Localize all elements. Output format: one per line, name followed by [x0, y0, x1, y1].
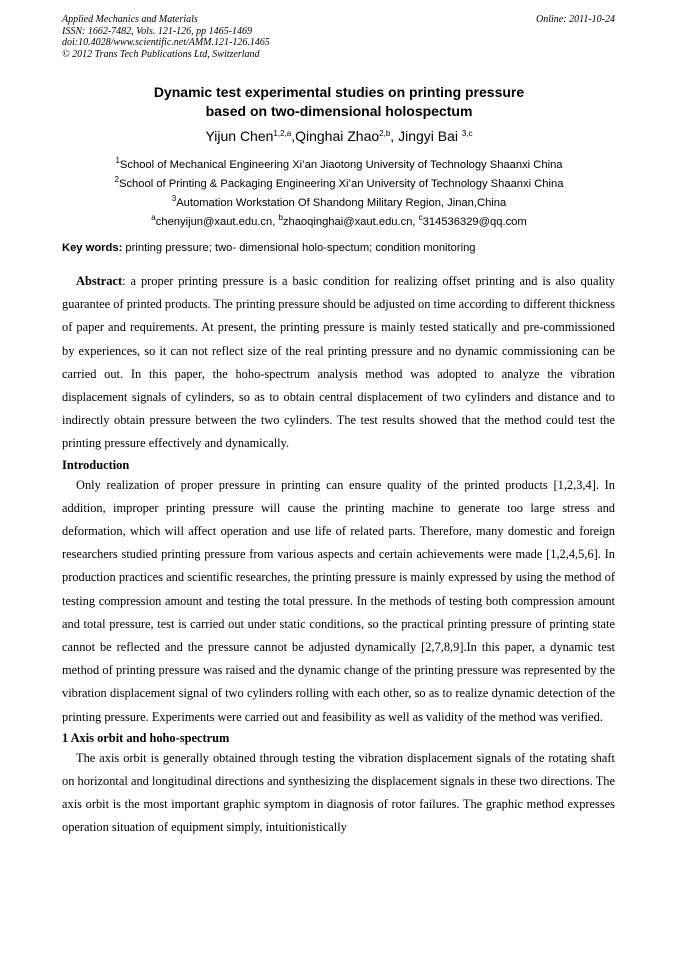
journal-header — [62, 14, 615, 60]
section-heading-introduction: Introduction — [62, 457, 130, 472]
email-superscript: b — [278, 213, 283, 222]
abstract-paragraph — [62, 270, 615, 456]
author-name: Jingyi Bai — [398, 128, 462, 144]
affiliation-superscript: 1 — [115, 156, 120, 165]
author-superscript: 2,b — [379, 129, 391, 138]
abstract-text: : a proper printing pressure is a basic condition for realizing offset printing and is also quality guarantee of printed products. The printing pressure should be adjusted on time according to different thickness of paper and requirements. At present, the printing pressure is mainly tested statically and pre-commissioned by experiences, so it can not reflect size of the real printing pressure and no dynamic commissioning can be carried out. In this paper, the hoho-spectrum analysis method was adopted to analyze the vibration displacement signals of cylinders, so as to obtain central displacement of two cylinders and distance and to indirectly obtain pressure between the two cylinders. The test results showed that the method could test the printing pressure effectively and dynamically. — [62, 274, 615, 451]
author-name: Qinghai Zhao — [295, 128, 380, 144]
affiliation-text: School of Printing & Packaging Engineering Xi’an University of Technology Shaanxi China — [119, 178, 564, 190]
journal-name: Applied Mechanics and Materials — [62, 14, 198, 25]
email-text: chenyijun@xaut.edu.cn, — [155, 216, 279, 228]
affiliation-superscript: 2 — [114, 175, 119, 184]
online-date: Online: 2011-10-24 — [536, 14, 615, 25]
email-text: zhaoqinghai@xaut.edu.cn, — [282, 216, 419, 228]
email-line — [0, 213, 678, 232]
abstract-label: Abstract — [76, 274, 123, 288]
affiliation-superscript: 3 — [171, 194, 177, 203]
author-list — [0, 127, 678, 145]
author-superscript: 1,2,a — [273, 129, 292, 138]
section1-paragraph: The axis orbit is generally obtained through testing the vibration displacement signals of the rotating shaft on horizontal and longitudinal directions and synthesizing the displacement signals in these two directions. The axis orbit is the most important graphic symptom in diagnosis of rotor failures. The graphic method expresses operation situation of equipment simply, intuitionistically — [62, 750, 615, 835]
paper-title — [0, 83, 678, 121]
issn-line: ISSN: 1662-7482, Vols. 121-126, pp 1465-1469 — [62, 25, 252, 37]
doi-line: doi:10.4028/www.scientific.net/AMM.121-126.1465 — [62, 37, 270, 48]
email-text: 314536329@qq.com — [422, 216, 527, 228]
keywords-text: printing pressure; two- dimensional holo-spectum; condition monitoring — [122, 242, 476, 254]
paper-body — [62, 270, 615, 840]
email-superscript: a — [151, 213, 156, 222]
author-superscript: 3,c — [461, 129, 473, 138]
affiliations — [0, 156, 678, 232]
affiliation-text: School of Mechanical Engineering Xi’an Jiaotong University of Technology Shaanxi China — [119, 159, 563, 171]
section-heading-axis-orbit: 1 Axis orbit and hoho-spectrum — [62, 730, 230, 745]
author-separator: , — [291, 128, 296, 144]
keywords — [62, 241, 622, 255]
affiliation-text: Automation Workstation Of Shandong Military Region, Jinan,China — [176, 197, 507, 209]
copyright-line: © 2012 Trans Tech Publications Ltd, Switzerland — [62, 48, 260, 60]
introduction-paragraph: Only realization of proper pressure in printing can ensure quality of the printed products [1,2,3,4]. In addition, improper printing pressure will cause the printing machine to generate too large stress and deformation, which will affect operation and use life of related parts. Therefore, many domestic and foreign researchers studied printing pressure from various aspects and certain achievements were made [1,2,4,5,6]. In production practices and scientific researches, the printing pressure is mainly expressed by using the method of testing compression amount and testing the total pressure. In the methods of testing both compression amount and total pressure, test is carried out under static conditions, so the practical printing pressure of printing state cannot be reflected and the pressure cannot be adjusted dynamically [2,7,8,9].In this paper, a dynamic test method of printing pressure was raised and the dynamic change of the printing pressure was represented by the vibration displacement signal of two cylinders rolling with each other, so as to realize dynamic detection of the printing pressure. Experiments were carried out and feasibility as well as validity of the method was verified. — [62, 477, 615, 724]
author-separator: , — [390, 128, 399, 144]
keywords-label: Key words: — [62, 242, 123, 254]
author-name: Yijun Chen — [205, 128, 274, 144]
affiliation — [0, 175, 678, 194]
title-line-1: Dynamic test experimental studies on printing pressure — [153, 84, 525, 100]
affiliation — [0, 156, 678, 175]
affiliation — [0, 194, 678, 213]
email-superscript: c — [418, 213, 423, 222]
title-line-2: based on two-dimensional holospectum — [205, 103, 473, 119]
